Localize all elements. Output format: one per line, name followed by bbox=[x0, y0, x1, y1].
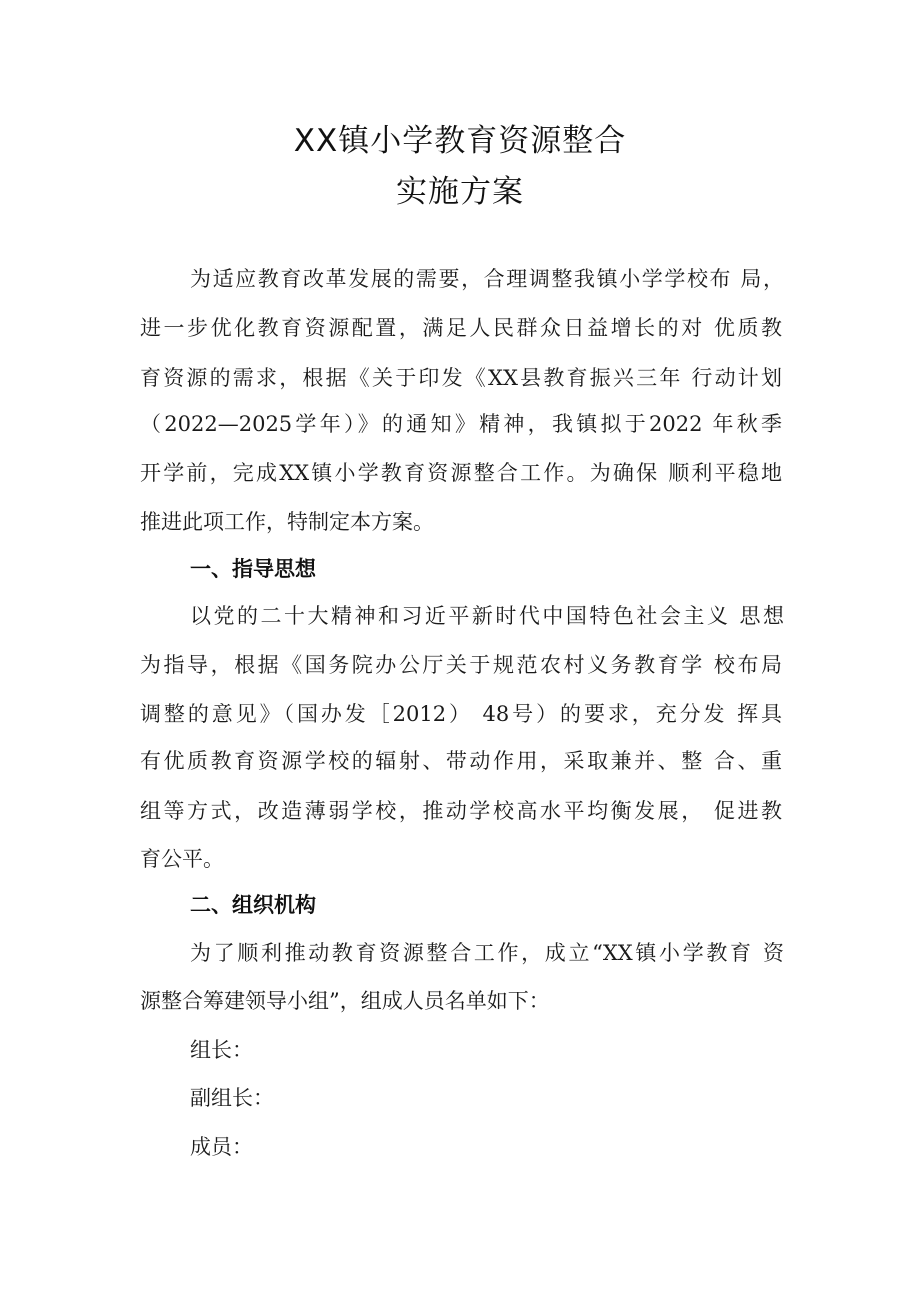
section2-line-1: 为了顺利推动教育资源整合工作，成立“XX镇小学教育 资 bbox=[190, 941, 784, 965]
intro-line-3: 育资源的需求，根据《关于印发《XX县教育振兴三年 行动计划 bbox=[140, 366, 782, 390]
section1-line-6: 育公平。 bbox=[140, 847, 224, 871]
intro-line-6: 推进此项工作，特制定本方案。 bbox=[140, 510, 434, 534]
intro-line-1: 为适应教育改革发展的需要，合理调整我镇小学学校布 局， bbox=[190, 267, 784, 291]
document-title-line-2: 实施方案 bbox=[396, 174, 524, 210]
section1-line-4: 有优质教育资源学校的辐射、带动作用，采取兼并、整 合、重 bbox=[140, 749, 782, 773]
intro-line-4: （2022—2025学年）》的通知》精神，我镇拟于2022 年秋季 bbox=[140, 412, 782, 436]
role-members-label: 成员： bbox=[190, 1135, 253, 1159]
role-leader-label: 组长： bbox=[190, 1038, 253, 1062]
section2-line-2: 源整合筹建领导小组”，组成人员名单如下： bbox=[140, 989, 550, 1013]
intro-line-5: 开学前，完成XX镇小学教育资源整合工作。为确保 顺利平稳地 bbox=[140, 461, 782, 485]
section1-line-5: 组等方式，改造薄弱学校，推动学校高水平均衡发展， 促进教 bbox=[140, 799, 782, 823]
document-title-line-1: XX镇小学教育资源整合 bbox=[293, 123, 627, 159]
section-heading-guiding-ideology: 一、指导思想 bbox=[190, 557, 316, 581]
role-deputy-leader-label: 副组长： bbox=[190, 1086, 274, 1110]
section1-line-3: 调整的意见》（国办发［2012） 48号）的要求，充分发 挥具 bbox=[140, 702, 782, 726]
intro-line-2: 进一步优化教育资源配置，满足人民群众日益增长的对 优质教 bbox=[140, 316, 782, 340]
section1-line-1: 以党的二十大精神和习近平新时代中国特色社会主义 思想 bbox=[190, 604, 784, 628]
section-heading-organization: 二、组织机构 bbox=[190, 893, 316, 917]
section1-line-2: 为指导，根据《国务院办公厅关于规范农村义务教育学 校布局 bbox=[140, 653, 782, 677]
